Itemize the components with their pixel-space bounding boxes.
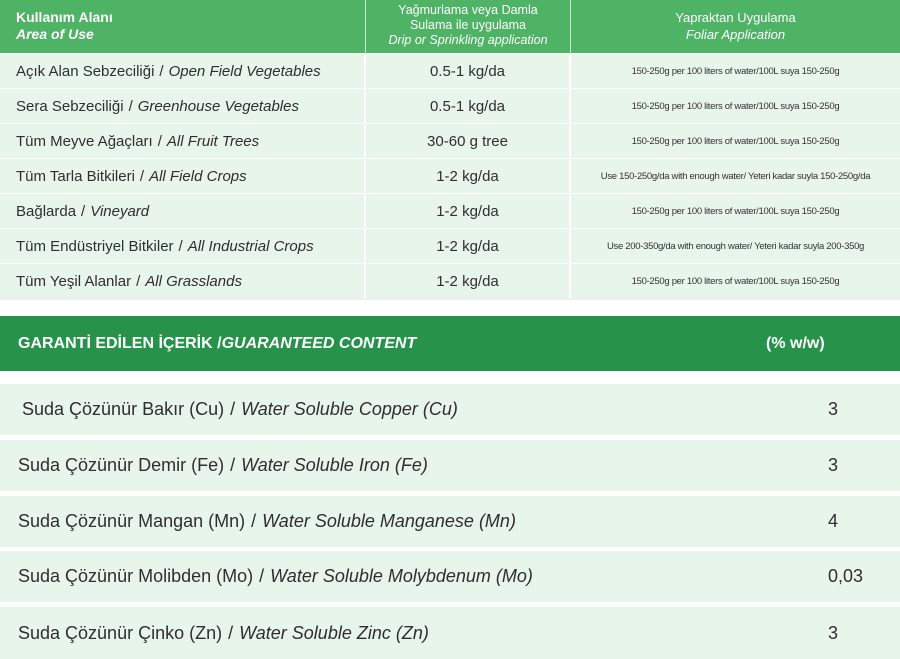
foliar-cell: 150-250g per 100 liters of water/100L suya 150-250g [631,205,840,217]
content-row [0,440,900,491]
foliar-cell: Use 200-350g/da with enough water/ Yeteri kadar suyla 200-350g [606,240,865,252]
content-name [0,455,720,476]
foliar-cell: 150-250g per 100 liters of water/100L suya 150-250g [631,65,840,77]
foliar-header-tr: Yapraktan Uygulama [675,10,796,25]
content-value: 3 [828,455,839,475]
area-tr: Açık Alan Sebzeciliği [16,62,155,80]
table-row [0,158,900,193]
area-cell [0,89,366,123]
usage-table [0,0,900,300]
content-name-tr: Suda Çözünür Çinko (Zn) [18,622,223,643]
content-name [0,511,720,532]
content-row [0,496,900,547]
area-en: All Fruit Trees [166,132,260,150]
table-row [0,263,900,298]
area-tr: Tüm Endüstriyel Bitkiler [16,237,174,255]
usage-table-header [0,0,900,53]
area-tr: Tüm Yeşil Alanlar [16,272,132,290]
drip-cell: 1-2 kg/da [366,229,571,263]
content-name-en: Water Soluble Manganese (Mn) [262,511,516,531]
table-row [0,228,900,263]
drip-cell: 1-2 kg/da [366,159,571,193]
area-cell [0,54,366,88]
table-bottom-edge [0,298,900,300]
separator: / [128,97,133,115]
separator: / [230,399,236,419]
separator: / [230,455,236,475]
content-name [0,566,720,587]
content-row [0,384,900,435]
drip-cell: 0.5-1 kg/da [366,89,571,123]
foliar-cell: 150-250g per 100 liters of water/100L suya 150-250g [631,100,840,112]
guaranteed-content-header [0,316,900,371]
area-en: Greenhouse Vegetables [137,97,299,115]
drip-header-tr-1: Yağmurlama veya Damla [398,3,538,17]
content-row [0,607,900,659]
drip-application-header [366,0,571,53]
drip-cell: 1-2 kg/da [366,194,571,228]
area-header-tr: Kullanım Alanı [16,9,113,25]
area-cell [0,159,366,193]
area-tr: Tüm Meyve Ağaçları [16,132,153,150]
separator: / [159,62,164,80]
content-name-tr: Suda Çözünür Bakır (Cu) [22,399,225,419]
table-row [0,193,900,228]
foliar-cell: 150-250g per 100 liters of water/100L suya 150-250g [631,135,840,147]
separator: / [228,622,234,643]
separator: / [259,566,265,586]
foliar-header-en: Foliar Application [685,27,786,42]
content-name-tr: Suda Çözünür Molibden (Mo) [18,566,254,586]
area-en: All Industrial Crops [187,237,314,255]
table-row [0,123,900,158]
content-row [0,551,900,602]
content-name-en: Water Soluble Zinc (Zn) [239,622,429,643]
separator: / [81,202,86,220]
content-value: 3 [828,622,839,643]
content-name-en: Water Soluble Molybdenum (Mo) [270,566,533,586]
area-en: All Grasslands [145,272,242,290]
area-header-en: Area of Use [16,26,94,42]
guaranteed-title-tr: GARANTİ EDİLEN İÇERİK / [18,334,222,352]
separator: / [157,132,162,150]
drip-cell: 30-60 g tree [366,124,571,158]
unit-label: (% w/w) [766,334,825,352]
separator: / [251,511,257,531]
guaranteed-title [0,335,720,353]
content-name [0,623,720,644]
separator: / [178,237,183,255]
area-tr: Sera Sebzeciliği [16,97,124,115]
content-name-en: Water Soluble Iron (Fe) [241,455,428,475]
area-en: All Field Crops [149,167,247,185]
area-cell [0,229,366,263]
content-name-tr: Suda Çözünür Mangan (Mn) [18,511,246,531]
area-tr: Bağlarda [16,202,77,220]
drip-cell: 0.5-1 kg/da [366,54,571,88]
foliar-application-header [571,0,900,53]
drip-header-tr-2: Sulama ile uygulama [409,18,527,32]
separator: / [139,167,145,185]
content-name-tr: Suda Çözünür Demir (Fe) [18,455,225,475]
table-row [0,53,900,88]
content-value: 0,03 [828,566,864,586]
guaranteed-title-en: GUARANTEED CONTENT [221,334,417,352]
content-name-en: Water Soluble Copper (Cu) [241,399,458,419]
area-cell [0,124,366,158]
area-of-use-header [0,0,366,53]
content-name [0,399,720,420]
table-row [0,88,900,123]
area-en: Vineyard [90,202,150,220]
drip-header-en: Drip or Sprinkling application [388,33,548,47]
drip-cell: 1-2 kg/da [366,264,571,298]
area-cell [0,264,366,298]
area-en: Open Field Vegetables [168,62,321,80]
content-value: 3 [828,399,839,419]
area-cell [0,194,366,228]
foliar-cell: Use 150-250g/da with enough water/ Yeteri kadar suyla 150-250g/da [600,170,871,182]
foliar-cell: 150-250g per 100 liters of water/100L suya 150-250g [631,275,840,287]
separator: / [136,272,141,290]
content-value: 4 [828,511,839,531]
area-tr: Tüm Tarla Bitkileri [16,167,135,185]
